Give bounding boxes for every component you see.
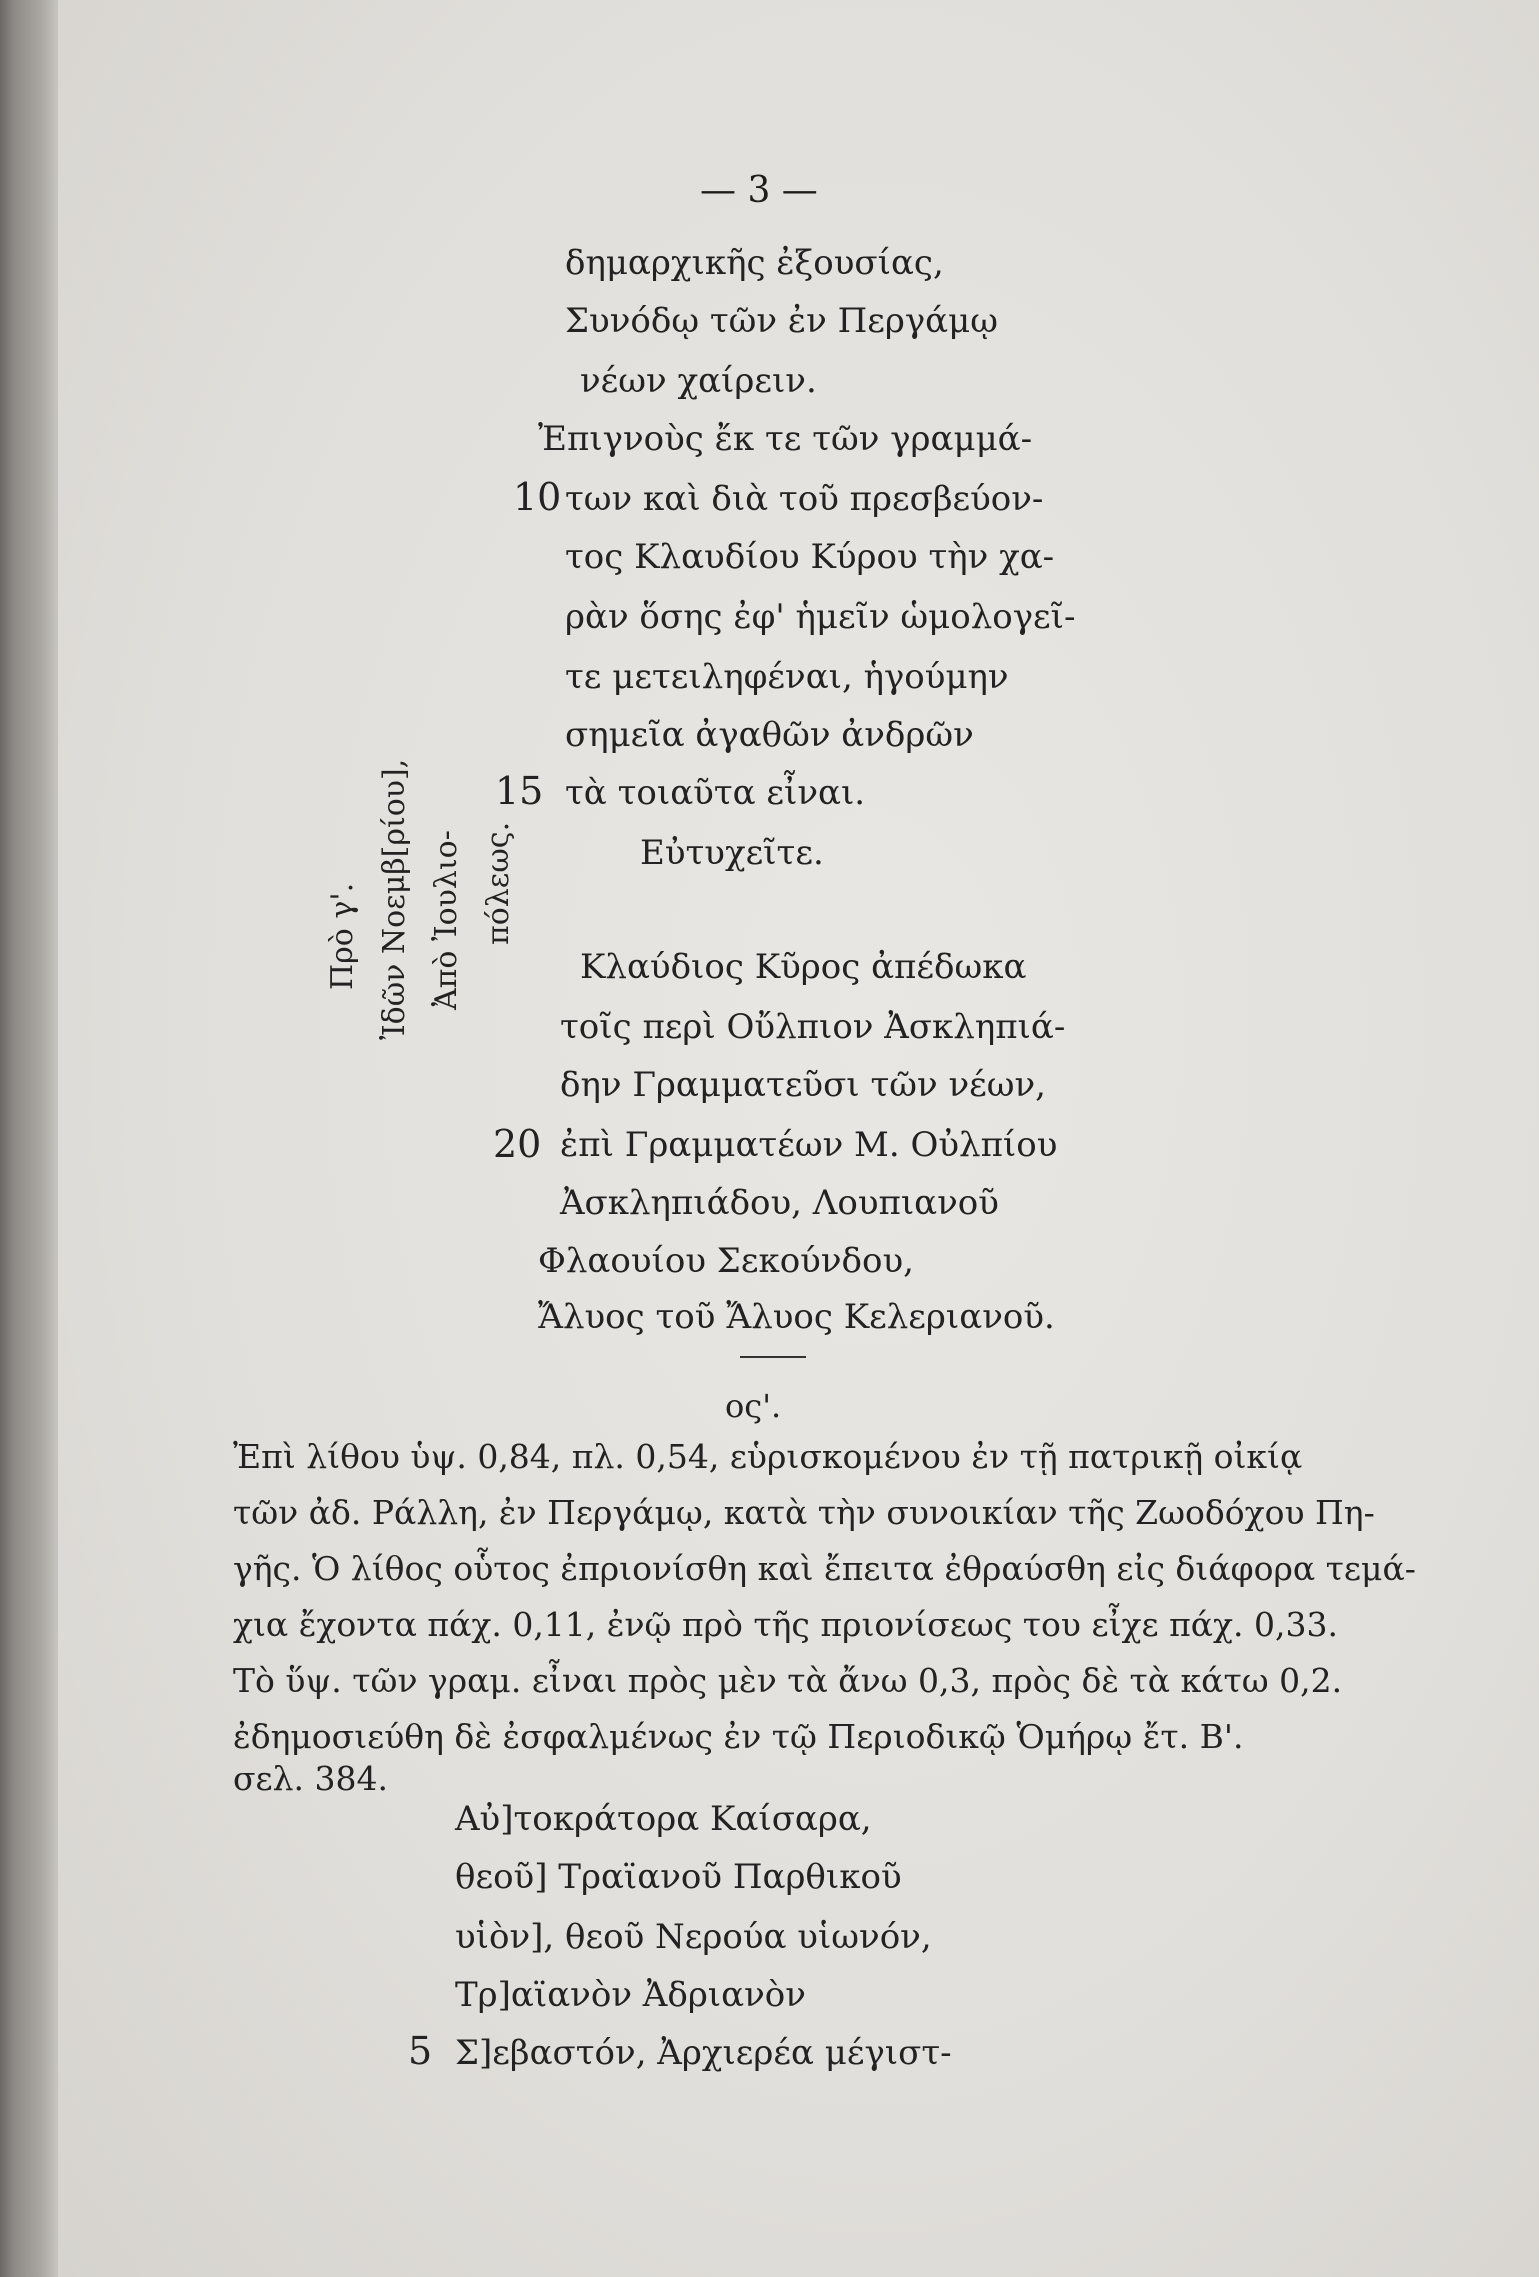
letter-line-9: σημεῖα ἀγαθῶν ἀνδρῶν [565,715,974,755]
inscription-line-number-5: 5 [408,2029,433,2073]
letter-line-6: τος Κλαυδίου Κύρου τὴν χα- [565,537,1055,577]
letter-line-4: Ἐπιγνοὺς ἔκ τε τῶν γραμμά- [538,419,1033,459]
letter-line-10: τὰ τοιαῦτα εἶναι. [565,773,866,813]
letter-line-14: δην Γραμματεῦσι τῶν νέων, [560,1065,1046,1105]
letter-line-18: Ἄλυος τοῦ Ἄλυος Κελεριανοῦ. [538,1297,1055,1337]
section-number: ος'. [725,1387,782,1425]
inscription-line-3: υἱὸν], θεοῦ Νερούα υἱωνόν, [455,1917,932,1957]
inscription-line-1: Αὐ]τοκράτορα Καίσαρα, [455,1799,872,1839]
description-line-3: γῆς. Ὁ λίθος οὗτος ἐπριονίσθη καὶ ἔπειτα ἐθραύσθη εἰς διάφορα τεμά- [233,1549,1416,1588]
book-spine-shadow [0,0,58,2277]
letter-line-5: των καὶ διὰ τοῦ πρεσβεύον- [565,479,1044,519]
margin-note-line-4: πόλεως. [481,821,516,945]
line-number-15: 15 [495,769,544,813]
letter-line-12: Κλαύδιος Κῦρος ἀπέδωκα [580,947,1027,987]
page-number: — 3 — [700,170,818,211]
description-line-4: χια ἔχοντα πάχ. 0,11, ἐνῷ πρὸ τῆς πριονίσεως του εἶχε πάχ. 0,33. [233,1605,1339,1644]
line-number-20: 20 [493,1122,542,1166]
section-divider [740,1356,806,1358]
inscription-line-5: Σ]εβαστόν, Ἀρχιερέα μέγιστ- [455,2033,952,2073]
description-line-1: Ἐπὶ λίθου ὑψ. 0,84, πλ. 0,54, εὑρισκομένου ἐν τῇ πατρικῇ οἰκίᾳ [233,1437,1303,1476]
margin-note-line-2: Ἰδῶν Νοεμβ[ρίου], [377,758,412,1040]
description-line-5: Τὸ ὕψ. τῶν γραμ. εἶναι πρὸς μὲν τὰ ἄνω 0,3, πρὸς δὲ τὰ κάτω 0,2. [233,1661,1343,1700]
line-number-10: 10 [513,475,562,519]
letter-line-7: ρὰν ὅσης ἐφ' ἡμεῖν ὡμολογεῖ- [565,597,1076,637]
letter-line-8: τε μετειληφέναι, ἡγούμην [565,657,1009,697]
letter-line-11: Εὐτυχεῖτε. [640,833,824,873]
letter-line-3: νέων χαίρειν. [580,361,817,401]
description-line-2: τῶν ἀδ. Ράλλη, ἐν Περγάμῳ, κατὰ τὴν συνοικίαν τῆς Ζωοδόχου Πη- [233,1493,1375,1532]
letter-line-15: ἐπὶ Γραμματέων Μ. Οὐλπίου [560,1125,1058,1165]
description-paragraph [233,1437,1416,1776]
letter-line-2: Συνόδῳ τῶν ἐν Περγάμῳ [565,301,998,341]
letter-line-17: Φλαουίου Σεκούνδου, [538,1241,914,1281]
letter-line-1: δημαρχικῆς ἐξουσίας, [565,243,944,283]
margin-note-line-1: Πρὸ γ'. [325,882,360,990]
inscription-line-2: θεοῦ] Τραϊανοῦ Παρθικοῦ [455,1857,902,1897]
description-line-7: σελ. 384. [233,1759,388,1798]
letter-line-16: Ἀσκληπιάδου, Λουπιανοῦ [560,1183,999,1223]
inscription-line-4: Τρ]αϊανὸν Ἀδριανὸν [455,1975,806,2015]
description-line-6: ἐδημοσιεύθη δὲ ἐσφαλμένως ἐν τῷ Περιοδικῷ Ὁμήρῳ ἔτ. Β'. [233,1717,1244,1756]
letter-line-13: τοῖς περὶ Οὔλπιον Ἀσκληπιά- [560,1007,1066,1047]
margin-note-line-3: Ἀπὸ Ἰουλιο- [429,830,464,1010]
